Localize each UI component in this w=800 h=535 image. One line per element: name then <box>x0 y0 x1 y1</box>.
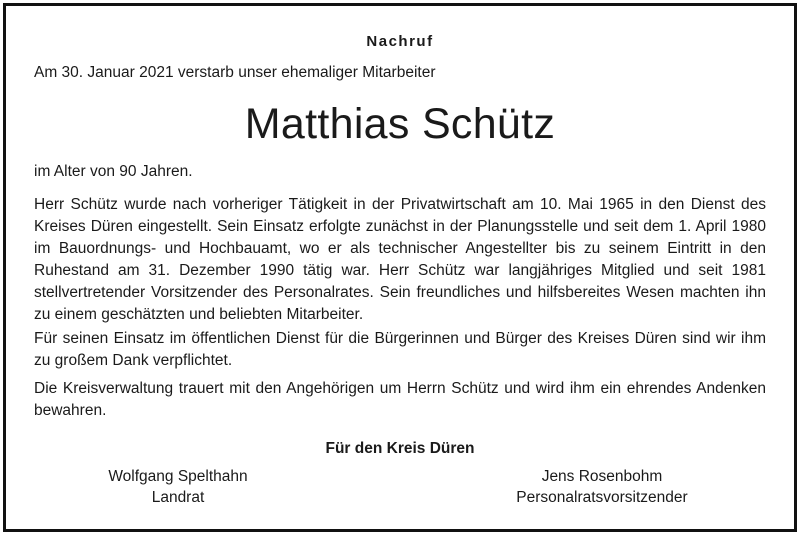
age-line: im Alter von 90 Jahren. <box>34 163 193 180</box>
notice-heading: Nachruf <box>366 33 434 50</box>
signature-organization: Für den Kreis Düren <box>325 440 475 457</box>
gratitude-paragraph: Für seinen Einsatz im öffentlichen Dienst für die Bürgerinnen und Bürger des Kreises Düren sind wir ihm zu großem Dank verpflichtet. <box>34 330 766 369</box>
signatory-name: Jens Rosenbohm <box>541 468 663 485</box>
deceased-name: Matthias Schütz <box>244 100 556 148</box>
mourning-paragraph: Die Kreisverwaltung trauert mit den Angehörigen um Herrn Schütz und wird ihm ein ehrendes Andenken bewahren. <box>34 380 766 419</box>
signatory-title: Personalratsvorsitzender <box>516 489 688 506</box>
signature-right <box>492 466 712 508</box>
intro-line: Am 30. Januar 2021 verstarb unser ehemaliger Mitarbeiter <box>34 64 436 81</box>
signatory-name: Wolfgang Spelthahn <box>108 468 248 485</box>
biography-paragraph: Herr Schütz wurde nach vorheriger Tätigkeit in der Privatwirtschaft am 10. Mai 1965 in den Dienst des Kreises Düren eingestellt. Sein Einsatz erfolgte zunächst in der Planungsstelle und seit dem 1. April 1980 im Bauordnungs- und Hochbauamt, wo er als technischer Angestellter bis zu seinem Eintritt in den Ruhestand am 31. Dezember 1990 tätig war. Herr Schütz war langjähriges Mitglied und seit 1981 stellvertretender Vorsitzender des Personalrates. Sein freundliches und hilfsbereites Wesen machten ihn zu einem geschätzten und beliebten Mitarbeiter. <box>34 196 766 323</box>
signatory-title: Landrat <box>151 489 205 506</box>
signature-left <box>88 466 268 508</box>
